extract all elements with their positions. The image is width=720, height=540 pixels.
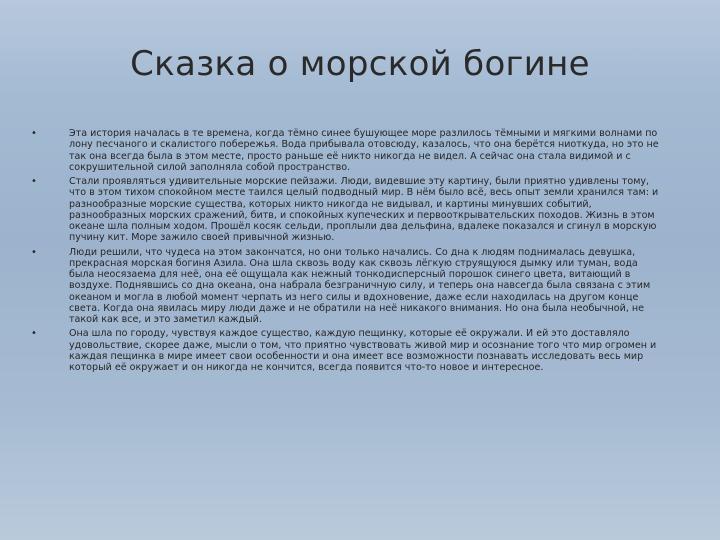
- list-item: [30, 176, 662, 244]
- bullet-list: [30, 128, 662, 373]
- paragraph-text: Стали проявляться удивительные морские пейзажи. Люди, видевшие эту картину, были приятно удивлены тому, что в этом тихом спокойном месте таился целый подводный мир. В нём было всё, весь опыт земли хранился там: и разнообразные морские существа, которых никто никогда не видывал, и картины минувших событий, разнообразных морских сражений, битв, и спокойных купеческих и первооткрывательских походов. Жизнь в этом океане шла полным ходом. Прошёл косяк сельди, проплыли два дельфина, вдалеке показался и сгинул в морскую пучину кит. Море зажило своей привычной жизнью.: [69, 176, 659, 244]
- paragraph-text: Люди решили, что чудеса на этом закончатся, но они только начались. Со дна к людям поднималась девушка, прекрасная морская богиня Азила. Она шла сквозь воду как сквозь лёгкую струящуюся дымку или туман, вода была неосязаема для неё, она её ощущала как нежный тонкодисперсный порошок синего цвета, витающий в воздухе. Поднявшись со дна океана, она набрала безграничную силу, и теперь она навсегда была связана с этим океаном и могла в любой момент черпать из него силы и вдохновение, даже если находилась на другом конце света. Когда она явилась миру люди даже и не обратили на неё никакого внимания. Но она была необычной, не такой как все, и это заметил каждый.: [69, 246, 651, 325]
- bullet-icon: •: [31, 128, 37, 139]
- bullet-icon: •: [31, 328, 37, 340]
- slide-title: Сказка о морской богине: [130, 44, 590, 84]
- list-item: [30, 247, 662, 326]
- paragraph-text: Эта история началась в те времена, когда тёмно синее бушующее море разлилось тёмными и мягкими волнами по лону песчаного и скалистого побережья. Вода прибывала отовсюду, казалось, что она берётся ниоткуда, но это не так она всегда была в этом месте, просто раньше её никто никогда не видел. А сейчас она стала видимой и с сокрушительной силой заполняла собой пространство.: [69, 128, 659, 173]
- bullet-icon: •: [31, 246, 37, 258]
- list-item: [30, 128, 662, 173]
- paragraph-text: Она шла по городу, чувствуя каждое существо, каждую пещинку, которые её окружали. И ей это доставляло удовольствие, скорее даже, мысли о том, что приятно чувствовать живой мир и осознание того что мир огромен и каждая пещинка в мире имеет свои особенности и она имеет все возможности познавать исследовать весь мир который её окружает и он никогда не кончится, всегда появится что-то новое и интересное.: [69, 328, 657, 373]
- list-item: [30, 328, 662, 373]
- bullet-icon: •: [31, 176, 37, 187]
